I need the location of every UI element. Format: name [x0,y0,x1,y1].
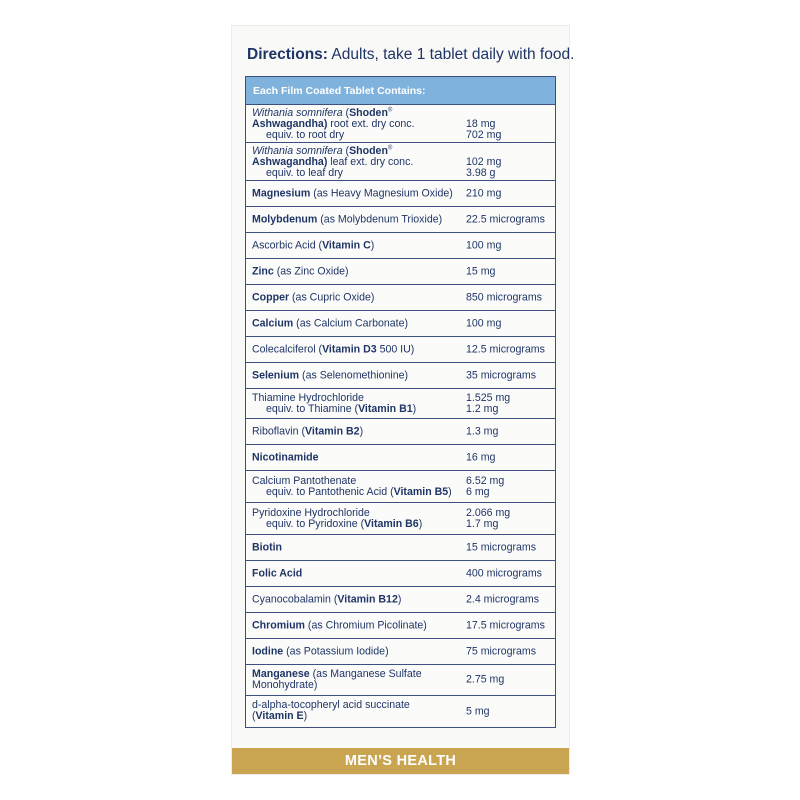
ingredient-name: Colecalciferol (Vitamin D3 500 IU) [252,343,415,355]
ingredient-amount: 1.3 mg [466,425,499,437]
ingredient-name: Magnesium (as Heavy Magnesium Oxide) [252,187,453,199]
table-row [246,445,555,471]
table-row [246,181,555,207]
table-row [246,143,555,181]
ingredient-amount: 15 mg [466,265,496,277]
ingredient-name: Withania somnifera (Shoden® Ashwagandha) root ext. dry conc. equiv. to root dry [252,107,415,141]
ingredient-amount: 5 mg [466,705,490,717]
ingredient-amount: 400 micrograms [466,567,542,579]
table-row [246,285,555,311]
table-row [246,311,555,337]
ingredient-name: Calcium (as Calcium Carbonate) [252,317,409,329]
ingredient-amount: 210 mg [466,187,502,199]
ingredient-name: Ascorbic Acid (Vitamin C) [252,239,375,251]
table-header: Each Film Coated Tablet Contains: [246,77,555,105]
table-row [246,337,555,363]
footer-banner: MEN’S HEALTH [232,748,569,774]
ingredient-amount: 2.4 micrograms [466,593,539,605]
ingredient-amount: 2.066 mg 1.7 mg [466,507,511,530]
table-row [246,233,555,259]
ingredient-amount: 16 mg [466,451,496,463]
ingredient-name: Biotin [252,541,283,553]
ingredient-amount: 12.5 micrograms [466,343,545,355]
table-row [246,419,555,445]
ingredient-name: Zinc (as Zinc Oxide) [252,265,349,277]
table-row [246,696,555,727]
ingredient-amount: 100 mg [466,239,502,251]
table-row [246,389,555,419]
ingredient-name: d-alpha-tocopheryl acid succinate (Vitamin E) [252,699,410,722]
ingredient-amount: 35 micrograms [466,369,537,381]
ingredient-amount: 22.5 micrograms [466,213,545,225]
ingredient-name: Nicotinamide [252,451,319,463]
table-row [246,105,555,143]
ingredient-name: Chromium (as Chromium Picolinate) [252,619,427,631]
table-row [246,503,555,535]
ingredient-name: Riboflavin (Vitamin B2) [252,425,364,437]
ingredient-name: Manganese (as Manganese Sulfate Monohydrate) [252,668,422,691]
ingredient-amount: 1.525 mg 1.2 mg [466,392,511,415]
ingredient-name: Pyridoxine Hydrochloride equiv. to Pyridoxine (Vitamin B6) [252,507,423,530]
ingredient-name: Molybdenum (as Molybdenum Trioxide) [252,213,443,225]
ingredient-amount: 2.75 mg [466,673,505,686]
ingredient-name: Iodine (as Potassium Iodide) [252,645,389,657]
ingredient-name: Folic Acid [252,567,303,579]
table-row [246,207,555,233]
ingredient-amount: 850 micrograms [466,291,542,303]
ingredient-amount: 100 mg [466,317,502,329]
ingredient-amount: 6.52 mg 6 mg [466,475,505,498]
table-row [246,259,555,285]
table-row [246,587,555,613]
ingredient-amount: 75 micrograms [466,645,537,657]
table-row [246,613,555,639]
directions: Directions: Adults, take 1 tablet daily with food. [247,46,575,63]
ingredient-name: Calcium Pantothenate equiv. to Pantothenic Acid (Vitamin B5) [252,475,452,498]
ingredient-name: Copper (as Cupric Oxide) [252,291,375,303]
ingredient-amount: 15 micrograms [466,541,537,553]
table-row [246,535,555,561]
table-row [246,363,555,389]
table-row [246,561,555,587]
table-row [246,665,555,696]
ingredient-name: Withania somnifera (Shoden® Ashwagandha) leaf ext. dry conc. equiv. to leaf dry [252,145,414,179]
ingredient-name: Thiamine Hydrochloride equiv. to Thiamine (Vitamin B1) [252,392,417,415]
ingredient-amount: 102 mg 3.98 g [466,156,502,179]
table-row [246,471,555,503]
table-row [246,639,555,665]
ingredient-amount: 17.5 micrograms [466,619,545,631]
ingredient-name: Cyanocobalamin (Vitamin B12) [252,593,402,605]
ingredient-amount: 18 mg 702 mg [466,118,502,141]
ingredients-table [245,76,556,728]
ingredient-name: Selenium (as Selenomethionine) [252,369,409,381]
